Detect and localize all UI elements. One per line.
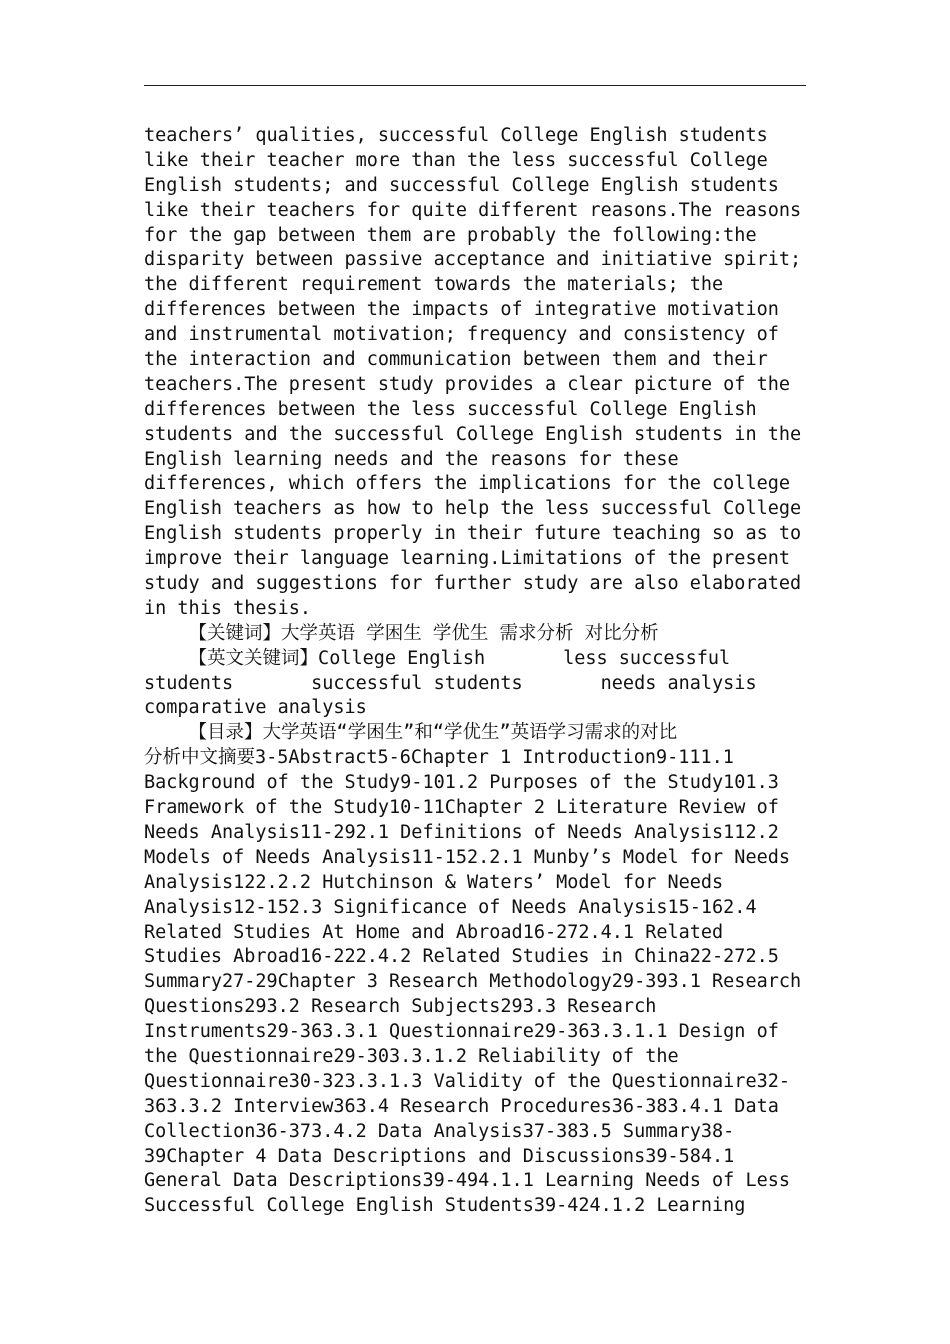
table-of-contents-line: Related Studies At Home and Abroad16-272.4.1 Related (144, 921, 724, 943)
text-line: differences between the impacts of integrative motivation (144, 299, 779, 321)
keywords-line: 【关键词】大学英语 学困生 学优生 需求分析 对比分析 (144, 622, 659, 644)
table-of-contents-line: Questionnaire30-323.3.1.3 Validity of the Questionnaire32- (144, 1070, 791, 1092)
text-line: English students properly in their future teaching so as to (144, 523, 802, 545)
text-line: and instrumental motivation; frequency and consistency of (144, 324, 779, 346)
table-of-contents-line: the Questionnaire29-303.3.1.2 Reliability of the (144, 1045, 679, 1067)
table-of-contents-line: Questions293.2 Research Subjects293.3 Research (144, 996, 657, 1018)
table-of-contents-line: Needs Analysis11-292.1 Definitions of Needs Analysis112.2 (144, 821, 779, 843)
header-rule (144, 85, 806, 86)
text-line: the different requirement towards the materials; the (144, 274, 724, 296)
text-line: students and the successful College English students in the (144, 423, 802, 445)
text-line: improve their language learning.Limitations of the present (144, 548, 791, 570)
document-body (144, 124, 806, 1219)
table-of-contents-line: Analysis12-152.3 Significance of Needs Analysis15-162.4 (144, 896, 757, 918)
text-line: English teachers as how to help the less successful College (144, 498, 802, 520)
table-of-contents-line: 【目录】大学英语“学困生”和“学优生”英语学习需求的对比 (144, 722, 678, 744)
text-line: for the gap between them are probably the following:the (144, 224, 757, 246)
table-of-contents-line: 363.3.2 Interview363.4 Research Procedures36-383.4.1 Data (144, 1095, 779, 1117)
table-of-contents-line: Models of Needs Analysis11-152.2.1 Munby’s Model for Needs (144, 846, 791, 868)
text-line: study and suggestions for further study are also elaborated (144, 573, 802, 595)
text-line: like their teachers for quite different reasons.The reasons (144, 199, 802, 221)
table-of-contents-line: 39Chapter 4 Data Descriptions and Discussions39-584.1 (144, 1145, 735, 1167)
table-of-contents-line: Studies Abroad16-222.4.2 Related Studies in China22-272.5 (144, 946, 779, 968)
table-of-contents-line: Successful College English Students39-424.1.2 Learning (144, 1195, 746, 1217)
table-of-contents-line: Background of the Study9-101.2 Purposes of the Study101.3 (144, 772, 779, 794)
text-line: disparity between passive acceptance and initiative spirit; (144, 249, 802, 271)
table-of-contents-line: Analysis122.2.2 Hutchinson & Waters’ Model for Needs (144, 871, 724, 893)
text-line: teachers.The present study provides a clear picture of the (144, 373, 791, 395)
text-line: English students; and successful College English students (144, 174, 779, 196)
english-keywords-line: students successful students needs analysis (144, 672, 757, 694)
table-of-contents-line: Collection36-373.4.2 Data Analysis37-383.5 Summary38- (144, 1120, 735, 1142)
text-line: in this thesis. (144, 597, 312, 619)
text-line: differences, which offers the implications for the college (144, 473, 791, 495)
table-of-contents-line: General Data Descriptions39-494.1.1 Learning Needs of Less (144, 1170, 791, 1192)
table-of-contents-line: 分析中文摘要3-5Abstract5-6Chapter 1 Introduction9-111.1 (144, 747, 734, 769)
table-of-contents-line: Instruments29-363.3.1 Questionnaire29-363.3.1.1 Design of (144, 1021, 779, 1043)
english-keywords-line: 【英文关键词】College English less successful (144, 647, 731, 669)
english-keywords-line: comparative analysis (144, 697, 367, 719)
text-line: teachers’ qualities, successful College English students (144, 125, 768, 146)
table-of-contents-line: Framework of the Study10-11Chapter 2 Literature Review of (144, 797, 779, 819)
text-line: the interaction and communication between them and their (144, 349, 768, 371)
table-of-contents-line: Summary27-29Chapter 3 Research Methodology29-393.1 Research (144, 971, 802, 993)
text-line: differences between the less successful College English (144, 398, 757, 420)
text-line: like their teacher more than the less successful College (144, 149, 768, 171)
text-line: English learning needs and the reasons for these (144, 448, 679, 470)
